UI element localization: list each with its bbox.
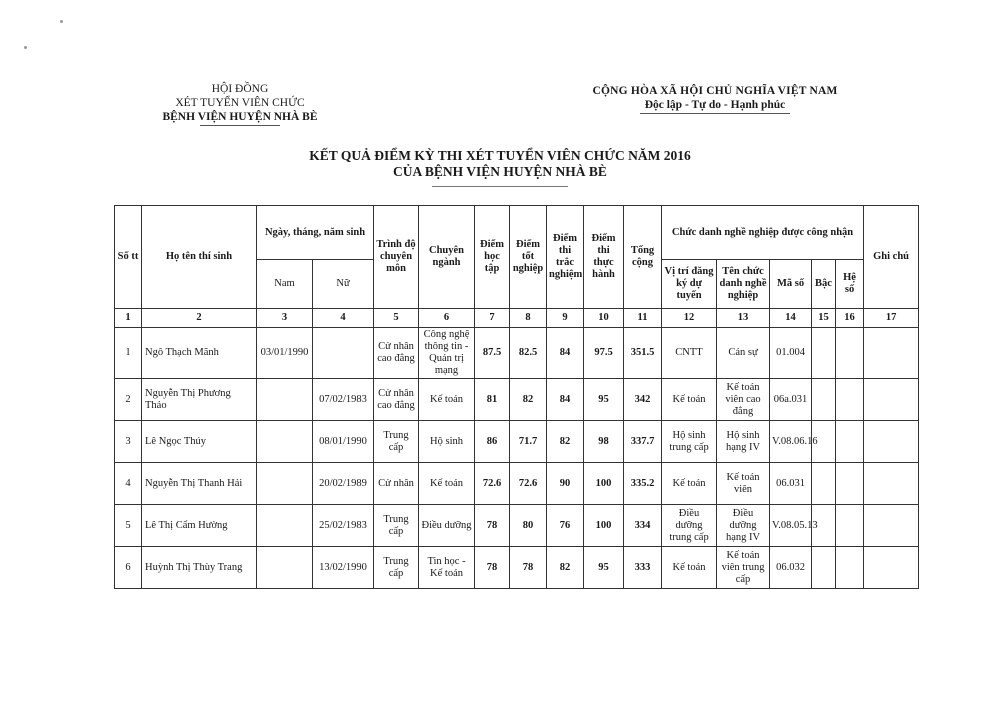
- qualification-cell: Cử nhân cao đẳng: [374, 379, 419, 421]
- applied-position-cell: Kế toán: [662, 463, 717, 505]
- dob-male-cell: [257, 463, 313, 505]
- dob-female-cell: 08/01/1990: [313, 421, 374, 463]
- score-total-cell: 335.2: [624, 463, 662, 505]
- major-cell: Tin học - Kế toán: [419, 547, 475, 589]
- coefficient-cell: [836, 505, 864, 547]
- col-stt: Số tt: [115, 206, 142, 309]
- index-cell: 9: [547, 309, 584, 328]
- title-line-1: KẾT QUẢ ĐIỂM KỲ THI XÉT TUYỂN VIÊN CHỨC NĂM 2016: [309, 148, 691, 163]
- score-multiple-choice-cell: 82: [547, 421, 584, 463]
- score-graduation-cell: 71.7: [510, 421, 547, 463]
- index-cell: 10: [584, 309, 624, 328]
- major-cell: Kế toán: [419, 379, 475, 421]
- title-code-cell: 06.032: [770, 547, 812, 589]
- dob-male-cell: 03/01/1990: [257, 328, 313, 379]
- table-row: [115, 505, 919, 547]
- row-number-cell: 3: [115, 421, 142, 463]
- note-cell: [864, 547, 919, 589]
- title-name-cell: Hộ sinh hạng IV: [717, 421, 770, 463]
- score-practical-cell: 100: [584, 463, 624, 505]
- title-code-cell: 06a.031: [770, 379, 812, 421]
- col-chuc-danh: Chức danh nghề nghiệp được công nhận: [662, 206, 864, 260]
- index-cell: 2: [142, 309, 257, 328]
- col-diem-hoc-tap: Điểm học tập: [475, 206, 510, 309]
- table-row: [115, 328, 919, 379]
- issuer-line-3: BỆNH VIỆN HUYỆN NHÀ BÈ: [162, 111, 318, 123]
- score-multiple-choice-cell: 90: [547, 463, 584, 505]
- motto-underline: [640, 113, 790, 114]
- col-diem-tot-nghiep: Điểm tốt nghiệp: [510, 206, 547, 309]
- col-trinh-do: Trình độ chuyên môn: [374, 206, 419, 309]
- score-study-cell: 81: [475, 379, 510, 421]
- col-ten-chuc-danh: Tên chức danh nghề nghiệp: [717, 260, 770, 309]
- candidate-name-cell: Huỳnh Thị Thùy Trang: [142, 547, 257, 589]
- applied-position-cell: Hộ sinh trung cấp: [662, 421, 717, 463]
- major-cell: Kế toán: [419, 463, 475, 505]
- score-total-cell: 333: [624, 547, 662, 589]
- table-row: [115, 547, 919, 589]
- dob-female-cell: 07/02/1983: [313, 379, 374, 421]
- score-multiple-choice-cell: 82: [547, 547, 584, 589]
- index-cell: 8: [510, 309, 547, 328]
- qualification-cell: Trung cấp: [374, 547, 419, 589]
- index-cell: 4: [313, 309, 374, 328]
- dob-female-cell: 25/02/1983: [313, 505, 374, 547]
- col-ho-ten: Họ tên thí sinh: [142, 206, 257, 309]
- title-name-cell: Kế toán viên cao đẳng: [717, 379, 770, 421]
- score-multiple-choice-cell: 76: [547, 505, 584, 547]
- qualification-cell: Cử nhân: [374, 463, 419, 505]
- table-row: [115, 463, 919, 505]
- dob-female-cell: 13/02/1990: [313, 547, 374, 589]
- title-name-cell: Cán sự: [717, 328, 770, 379]
- col-nu: Nữ: [313, 260, 374, 309]
- score-total-cell: 342: [624, 379, 662, 421]
- coefficient-cell: [836, 547, 864, 589]
- dob-female-cell: 20/02/1989: [313, 463, 374, 505]
- col-diem-trac-nghiem: Điểm thi trắc nghiệm: [547, 206, 584, 309]
- table-row: [115, 379, 919, 421]
- note-cell: [864, 463, 919, 505]
- results-table: [114, 205, 919, 589]
- index-cell: 13: [717, 309, 770, 328]
- coefficient-cell: [836, 379, 864, 421]
- title-line-2: CỦA BỆNH VIỆN HUYỆN NHÀ BÈ: [393, 164, 607, 179]
- coefficient-cell: [836, 328, 864, 379]
- score-multiple-choice-cell: 84: [547, 328, 584, 379]
- motto: Độc lập - Tự do - Hạnh phúc: [644, 99, 786, 111]
- document-title: [250, 148, 750, 180]
- row-number-cell: 5: [115, 505, 142, 547]
- col-ghi-chu: Ghi chú: [864, 206, 919, 309]
- row-number-cell: 6: [115, 547, 142, 589]
- score-total-cell: 337.7: [624, 421, 662, 463]
- coefficient-cell: [836, 463, 864, 505]
- col-nam: Nam: [257, 260, 313, 309]
- dob-male-cell: [257, 379, 313, 421]
- col-bac: Bậc: [812, 260, 836, 309]
- title-code-cell: V.08.05.13: [770, 505, 812, 547]
- col-tong-cong: Tổng cộng: [624, 206, 662, 309]
- score-graduation-cell: 82: [510, 379, 547, 421]
- index-cell: 1: [115, 309, 142, 328]
- index-cell: 6: [419, 309, 475, 328]
- score-study-cell: 78: [475, 505, 510, 547]
- applied-position-cell: Kế toán: [662, 547, 717, 589]
- candidate-name-cell: Lê Thị Cẩm Hường: [142, 505, 257, 547]
- scan-dot: [60, 20, 63, 23]
- col-diem-thuc-hanh: Điểm thi thực hành: [584, 206, 624, 309]
- coefficient-cell: [836, 421, 864, 463]
- note-cell: [864, 505, 919, 547]
- index-cell: 3: [257, 309, 313, 328]
- score-practical-cell: 98: [584, 421, 624, 463]
- note-cell: [864, 328, 919, 379]
- candidate-name-cell: Ngô Thạch Mãnh: [142, 328, 257, 379]
- issuer-line-2: XÉT TUYỂN VIÊN CHỨC: [175, 97, 305, 109]
- title-name-cell: Kế toán viên: [717, 463, 770, 505]
- score-practical-cell: 95: [584, 379, 624, 421]
- applied-position-cell: Điều dưỡng trung cấp: [662, 505, 717, 547]
- applied-position-cell: Kế toán: [662, 379, 717, 421]
- col-vi-tri: Vị trí đăng ký dự tuyển: [662, 260, 717, 309]
- major-cell: Công nghệ thông tin - Quản trị mạng: [419, 328, 475, 379]
- qualification-cell: Trung cấp: [374, 421, 419, 463]
- table-row: [115, 421, 919, 463]
- candidate-name-cell: Lê Ngọc Thúy: [142, 421, 257, 463]
- grade-cell: [812, 463, 836, 505]
- index-cell: 5: [374, 309, 419, 328]
- column-index-row: [115, 309, 919, 328]
- index-cell: 7: [475, 309, 510, 328]
- score-practical-cell: 100: [584, 505, 624, 547]
- score-practical-cell: 95: [584, 547, 624, 589]
- score-practical-cell: 97.5: [584, 328, 624, 379]
- issuer-block: [150, 82, 330, 126]
- grade-cell: [812, 379, 836, 421]
- col-he-so: Hệ số: [836, 260, 864, 309]
- dob-female-cell: [313, 328, 374, 379]
- index-cell: 15: [812, 309, 836, 328]
- row-number-cell: 2: [115, 379, 142, 421]
- qualification-cell: Cử nhân cao đẳng: [374, 328, 419, 379]
- row-number-cell: 1: [115, 328, 142, 379]
- index-cell: 16: [836, 309, 864, 328]
- note-cell: [864, 421, 919, 463]
- title-underline: [432, 186, 568, 187]
- title-code-cell: V.08.06.16: [770, 421, 812, 463]
- qualification-cell: Trung cấp: [374, 505, 419, 547]
- title-code-cell: 06.031: [770, 463, 812, 505]
- row-number-cell: 4: [115, 463, 142, 505]
- score-study-cell: 86: [475, 421, 510, 463]
- score-graduation-cell: 80: [510, 505, 547, 547]
- score-total-cell: 351.5: [624, 328, 662, 379]
- title-name-cell: Kế toán viên trung cấp: [717, 547, 770, 589]
- issuer-underline: [200, 125, 280, 126]
- index-cell: 14: [770, 309, 812, 328]
- score-study-cell: 72.6: [475, 463, 510, 505]
- col-chuyen-nganh: Chuyên ngành: [419, 206, 475, 309]
- title-name-cell: Điều dưỡng hạng IV: [717, 505, 770, 547]
- index-cell: 11: [624, 309, 662, 328]
- candidate-name-cell: Nguyễn Thị Phương Thảo: [142, 379, 257, 421]
- score-study-cell: 87.5: [475, 328, 510, 379]
- score-graduation-cell: 78: [510, 547, 547, 589]
- candidate-name-cell: Nguyễn Thị Thanh Hải: [142, 463, 257, 505]
- index-cell: 12: [662, 309, 717, 328]
- score-graduation-cell: 72.6: [510, 463, 547, 505]
- major-cell: Hộ sinh: [419, 421, 475, 463]
- dob-male-cell: [257, 505, 313, 547]
- index-cell: 17: [864, 309, 919, 328]
- dob-male-cell: [257, 421, 313, 463]
- grade-cell: [812, 547, 836, 589]
- major-cell: Điều dưỡng: [419, 505, 475, 547]
- issuer-line-1: HỘI ĐỒNG: [211, 83, 269, 95]
- scan-dot: [24, 46, 27, 49]
- national-name: CỘNG HÒA XÃ HỘI CHỦ NGHĨA VIỆT NAM: [592, 85, 838, 97]
- dob-male-cell: [257, 547, 313, 589]
- col-ma-so: Mã số: [770, 260, 812, 309]
- national-motto-block: [590, 84, 840, 114]
- title-code-cell: 01.004: [770, 328, 812, 379]
- note-cell: [864, 379, 919, 421]
- score-graduation-cell: 82.5: [510, 328, 547, 379]
- grade-cell: [812, 328, 836, 379]
- applied-position-cell: CNTT: [662, 328, 717, 379]
- col-ngay-sinh: Ngày, tháng, năm sinh: [257, 206, 374, 260]
- score-multiple-choice-cell: 84: [547, 379, 584, 421]
- score-study-cell: 78: [475, 547, 510, 589]
- score-total-cell: 334: [624, 505, 662, 547]
